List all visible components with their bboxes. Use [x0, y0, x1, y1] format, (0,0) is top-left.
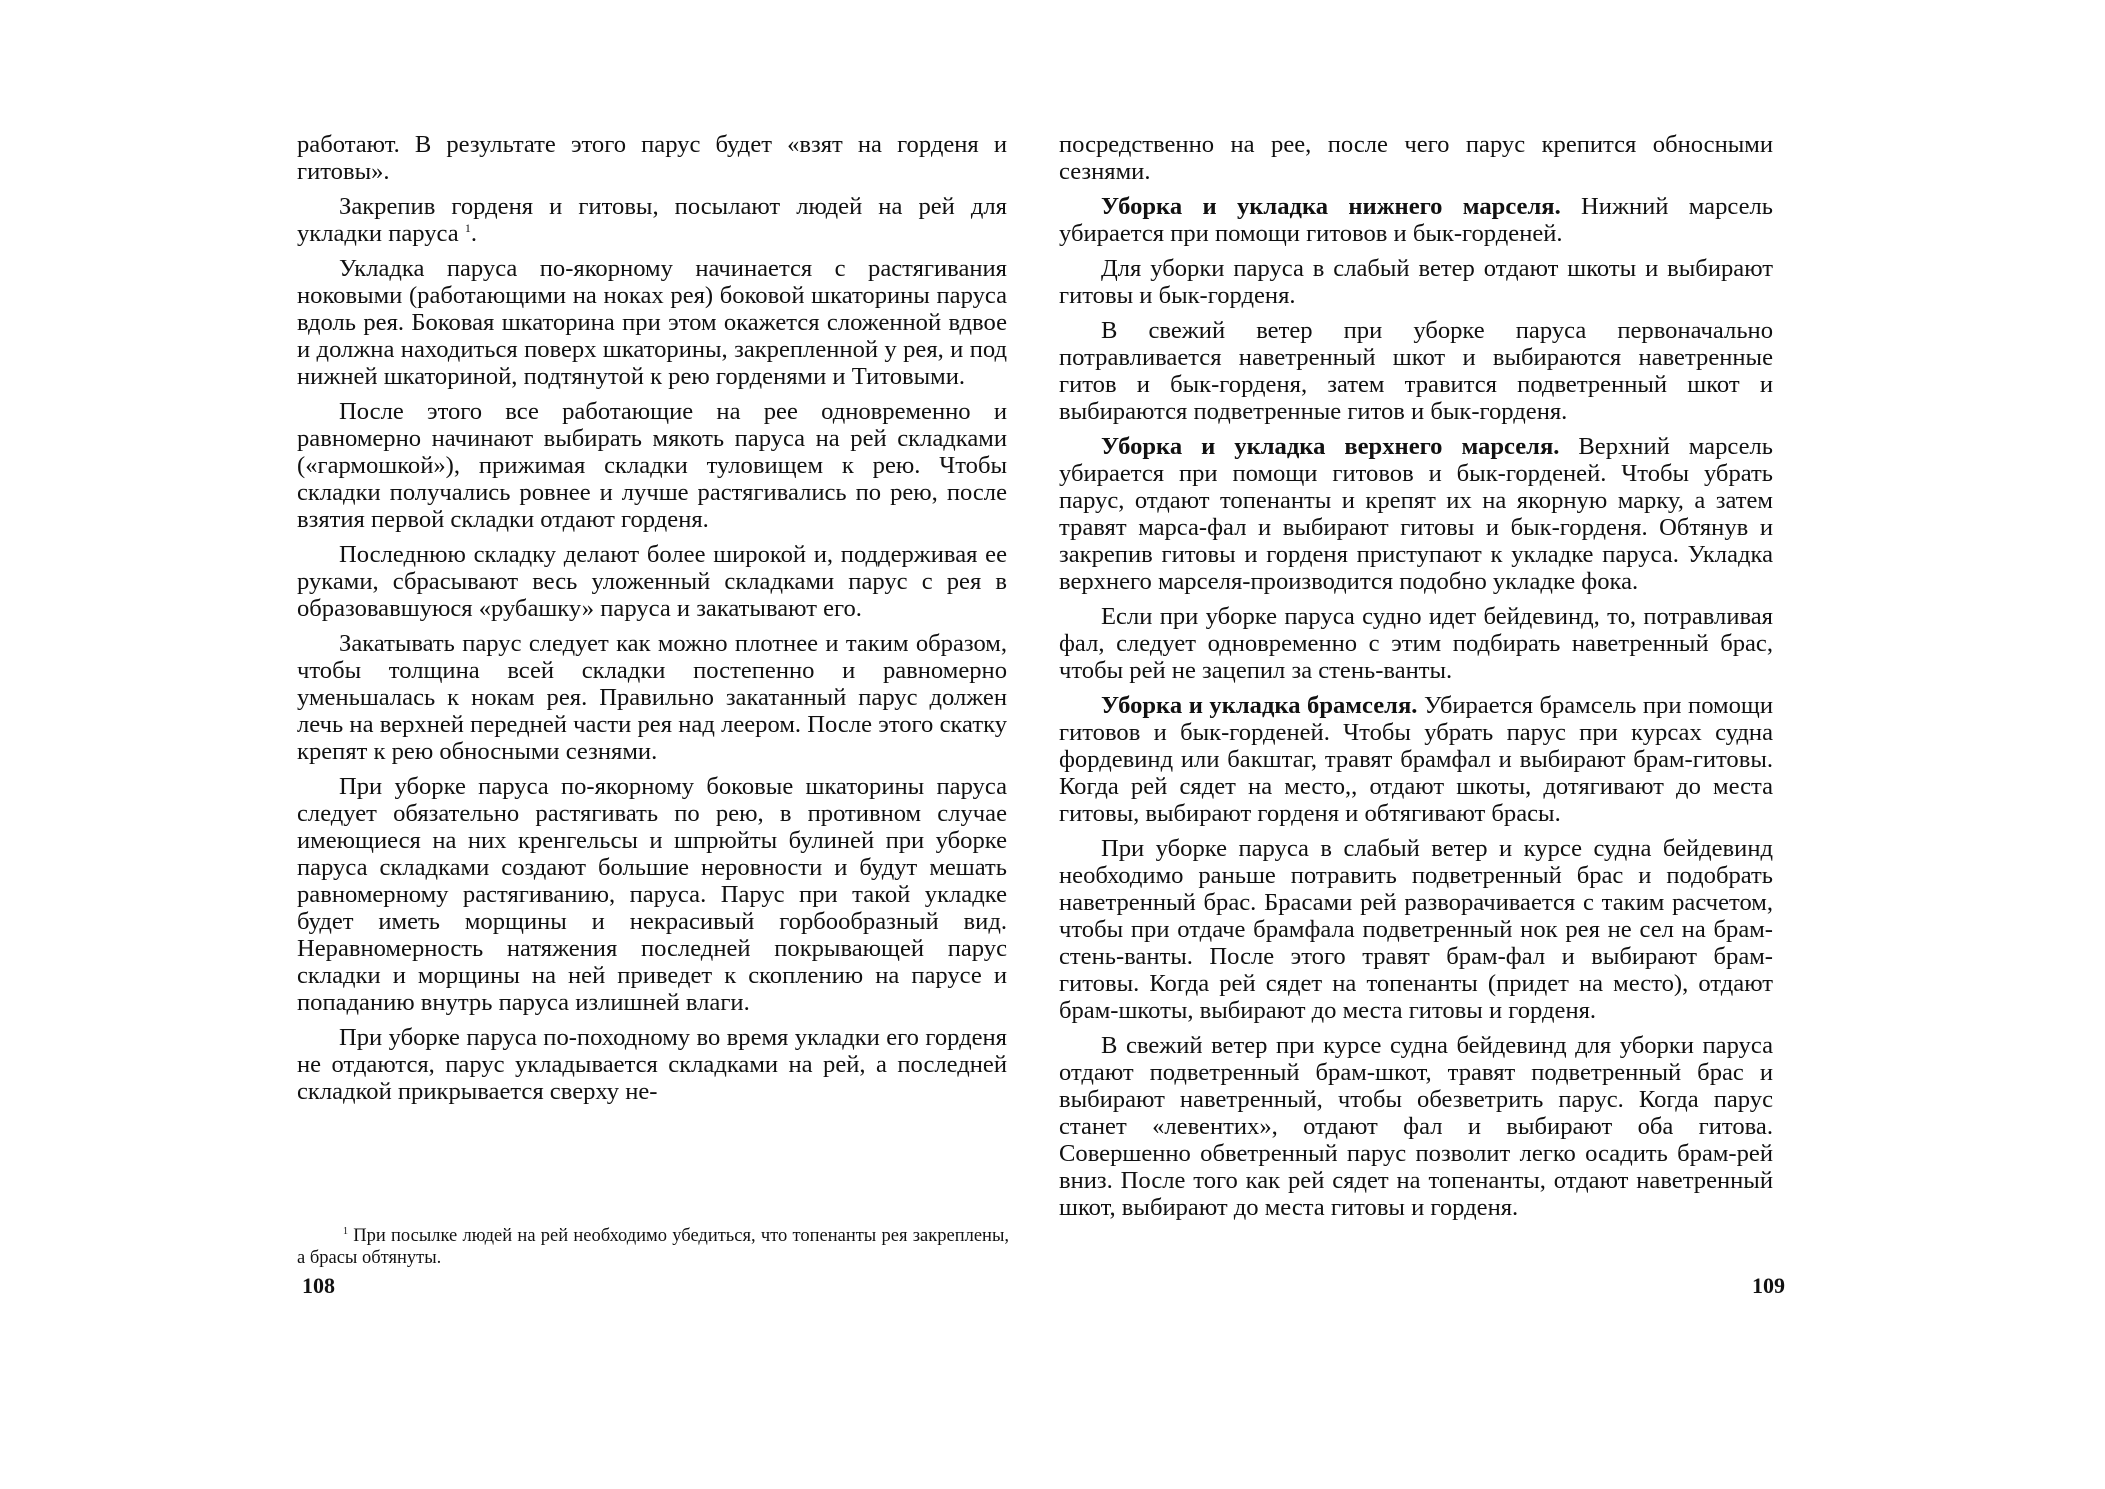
section-heading: Уборка и укладка брамселя.: [1101, 692, 1418, 719]
paragraph-text: Убирается брамсель при помощи гитовов и бык-горденей. Чтобы убрать парус при курсах судна фордевинд или бакштаг, травят брамфал и выбирают брам-гитовы. Когда рей сядет на место,, отдают шкоты, дотягивают до места гитовы, выбирают горденя и обтягивают брасы.: [1059, 692, 1773, 827]
paragraph: Укладка паруса по-якорному начинается с растягивания ноковыми (работающими на ноках рея) боковой шкаторины паруса вдоль рея. Боковая шкаторина при этом окажется сложенной вдвое и должна находиться поверх шкаторины, закрепленной у рея, и под нижней шкаториной, подтянутой к рею горденями и Титовыми.: [297, 255, 1007, 390]
paragraph: В свежий ветер при уборке паруса первоначально потравливается наветренный шкот и выбираются наветренные гитов и бык-горденя, затем травится подветренный шкот и выбираются подветренные гитов и бык-горденя.: [1059, 317, 1773, 425]
paragraph: [1059, 692, 1773, 827]
section-heading: Уборка и укладка верхнего марселя.: [1101, 433, 1560, 460]
left-page-text: [297, 131, 1007, 1113]
paragraph-text: Верхний марсель убирается при помощи гитовов и бык-горденей. Чтобы убрать парус, отдают топенанты и крепят их на якорную марку, а затем травят марса-фал и выбирают гитовы и бык-горденя. Обтянув и закрепив гитовы и горденя приступают к укладке паруса. Укладка верхнего марселя-производится подобно укладке фока.: [1059, 433, 1773, 595]
paragraph: [297, 193, 1007, 247]
page-number-right: 109: [1752, 1273, 1785, 1298]
paragraph: После этого все работающие на рее одновременно и равномерно начинают выбирать мякоть паруса на рей складками («гармошкой»), прижимая складки туловищем к рею. Чтобы складки получались ровнее и лучше растягивались по рею, после взятия первой складки отдают горденя.: [297, 398, 1007, 533]
paragraph-text: Нижний марсель убирается при помощи гитовов и бык-горденей.: [1059, 193, 1773, 247]
footnote-mark: 1: [343, 1225, 348, 1237]
footnote-text: При посылке людей на рей необходимо убедиться, что топенанты рея закреплены, а брасы обтянуты.: [297, 1226, 1009, 1268]
paragraph: посредственно на рее, после чего парус крепится обносными сезнями.: [1059, 131, 1773, 185]
right-page-text: [1059, 131, 1773, 1229]
footnote: [297, 1225, 1009, 1269]
paragraph: Для уборки паруса в слабый ветер отдают шкоты и выбирают гитовы и бык-горденя.: [1059, 255, 1773, 309]
footnote-ref[interactable]: 1: [464, 220, 471, 235]
paragraph: При уборке паруса в слабый ветер и курсе судна бейдевинд необходимо раньше потравить подветренный брас и подобрать наветренный брас. Брасами рей разворачивается с таким расчетом, чтобы при отдаче брамфала подветренный нок рея не сел на брам-стень-ванты. После этого травят брам-фал и выбирают брам-гитовы. Когда рей сядет на топенанты (придет на место), отдают брам-шкоты, выбирают до места гитовы и горденя.: [1059, 835, 1773, 1024]
paragraph-suffix: .: [470, 220, 477, 247]
page-number-left: 108: [302, 1273, 335, 1298]
section-heading: Уборка и укладка нижнего марселя.: [1101, 193, 1561, 220]
paragraph: Закатывать парус следует как можно плотнее и таким образом, чтобы толщина всей складки постепенно и равномерно уменьшалась к нокам рея. Правильно закатанный парус должен лечь на верхней передней части рея над леером. После этого скатку крепят к рею обносными сезнями.: [297, 630, 1007, 765]
paragraph: Если при уборке паруса судно идет бейдевинд, то, потравливая фал, следует одновременно с этим подбирать наветренный брас, чтобы рей не зацепил за стень-ванты.: [1059, 603, 1773, 684]
paragraph-text: Закрепив горденя и гитовы, посылают людей на рей для укладки паруса: [297, 193, 1007, 247]
paragraph: работают. В результате этого парус будет «взят на горденя и гитовы».: [297, 131, 1007, 185]
paragraph: В свежий ветер при курсе судна бейдевинд для уборки паруса отдают подветренный брам-шкот, травят подветренный брас и выбирают наветренный, чтобы обезветрить парус. Когда парус станет «левентих», отдают фал и выбирают оба гитова. Совершенно обветренный парус позволит легко осадить брам-рей вниз. После того как рей сядет на топенанты, отдают наветренный шкот, выбирают до места гитовы и горденя.: [1059, 1032, 1773, 1221]
paragraph: [1059, 193, 1773, 247]
paragraph: [1059, 433, 1773, 595]
paragraph: При уборке паруса по-якорному боковые шкаторины паруса следует обязательно растягивать по рею, в противном случае имеющиеся на них кренгельсы и шпрюйты булиней при уборке паруса складками создают большие неровности и будут мешать равномерному растягиванию, паруса. Парус при такой укладке будет иметь морщины и некрасивый горбообразный вид. Неравномерность натяжения последней покрывающей парус складки и морщины на ней приведет к скоплению на парусе и попаданию внутрь паруса излишней влаги.: [297, 773, 1007, 1016]
paragraph: Последнюю складку делают более широкой и, поддерживая ее руками, сбрасывают весь уложенный складками парус с рея в образовавшуюся «рубашку» паруса и закатывают его.: [297, 541, 1007, 622]
paragraph: При уборке паруса по-походному во время укладки его горденя не отдаются, парус укладывается складками на рей, а последней складкой прикрывается сверху не-: [297, 1024, 1007, 1105]
